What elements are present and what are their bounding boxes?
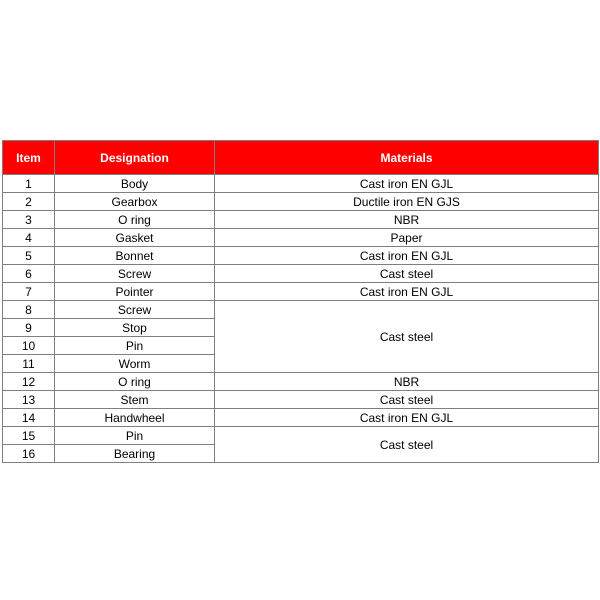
table-row [3,283,599,301]
item-number: 10 [3,337,55,355]
table-row [3,211,599,229]
material-cell-merged: Cast steel [215,427,599,463]
item-number: 16 [3,445,55,463]
table-row [3,301,599,319]
material-cell: Ductile iron EN GJS [215,193,599,211]
header-row [3,141,599,175]
header-materials: Materials [215,141,599,175]
table-row [3,391,599,409]
table-row [3,427,599,445]
item-number: 8 [3,301,55,319]
header-designation: Designation [55,141,215,175]
table-header [3,141,599,175]
table-row [3,229,599,247]
material-cell: Cast iron EN GJL [215,175,599,193]
item-number: 4 [3,229,55,247]
material-cell: Paper [215,229,599,247]
table-row [3,193,599,211]
item-number: 2 [3,193,55,211]
item-number: 6 [3,265,55,283]
designation-cell: O ring [55,373,215,391]
designation-cell: Pin [55,427,215,445]
item-number: 7 [3,283,55,301]
designation-cell: Bonnet [55,247,215,265]
table-row [3,247,599,265]
designation-cell: Worm [55,355,215,373]
table-body [3,175,599,463]
designation-cell: Bearing [55,445,215,463]
material-cell: Cast iron EN GJL [215,409,599,427]
designation-cell: O ring [55,211,215,229]
designation-cell: Stem [55,391,215,409]
materials-table [2,140,599,463]
table-row [3,175,599,193]
designation-cell: Gasket [55,229,215,247]
item-number: 11 [3,355,55,373]
header-item: Item [3,141,55,175]
material-cell: Cast iron EN GJL [215,247,599,265]
material-cell-merged: Cast steel [215,301,599,373]
material-cell: NBR [215,373,599,391]
item-number: 3 [3,211,55,229]
item-number: 9 [3,319,55,337]
table-row [3,373,599,391]
designation-cell: Body [55,175,215,193]
item-number: 1 [3,175,55,193]
material-cell: Cast steel [215,265,599,283]
designation-cell: Stop [55,319,215,337]
designation-cell: Pin [55,337,215,355]
material-cell: NBR [215,211,599,229]
item-number: 14 [3,409,55,427]
item-number: 5 [3,247,55,265]
designation-cell: Pointer [55,283,215,301]
designation-cell: Gearbox [55,193,215,211]
table-row [3,409,599,427]
designation-cell: Screw [55,301,215,319]
material-cell: Cast iron EN GJL [215,283,599,301]
material-cell: Cast steel [215,391,599,409]
table-row [3,265,599,283]
item-number: 12 [3,373,55,391]
item-number: 13 [3,391,55,409]
item-number: 15 [3,427,55,445]
designation-cell: Handwheel [55,409,215,427]
designation-cell: Screw [55,265,215,283]
